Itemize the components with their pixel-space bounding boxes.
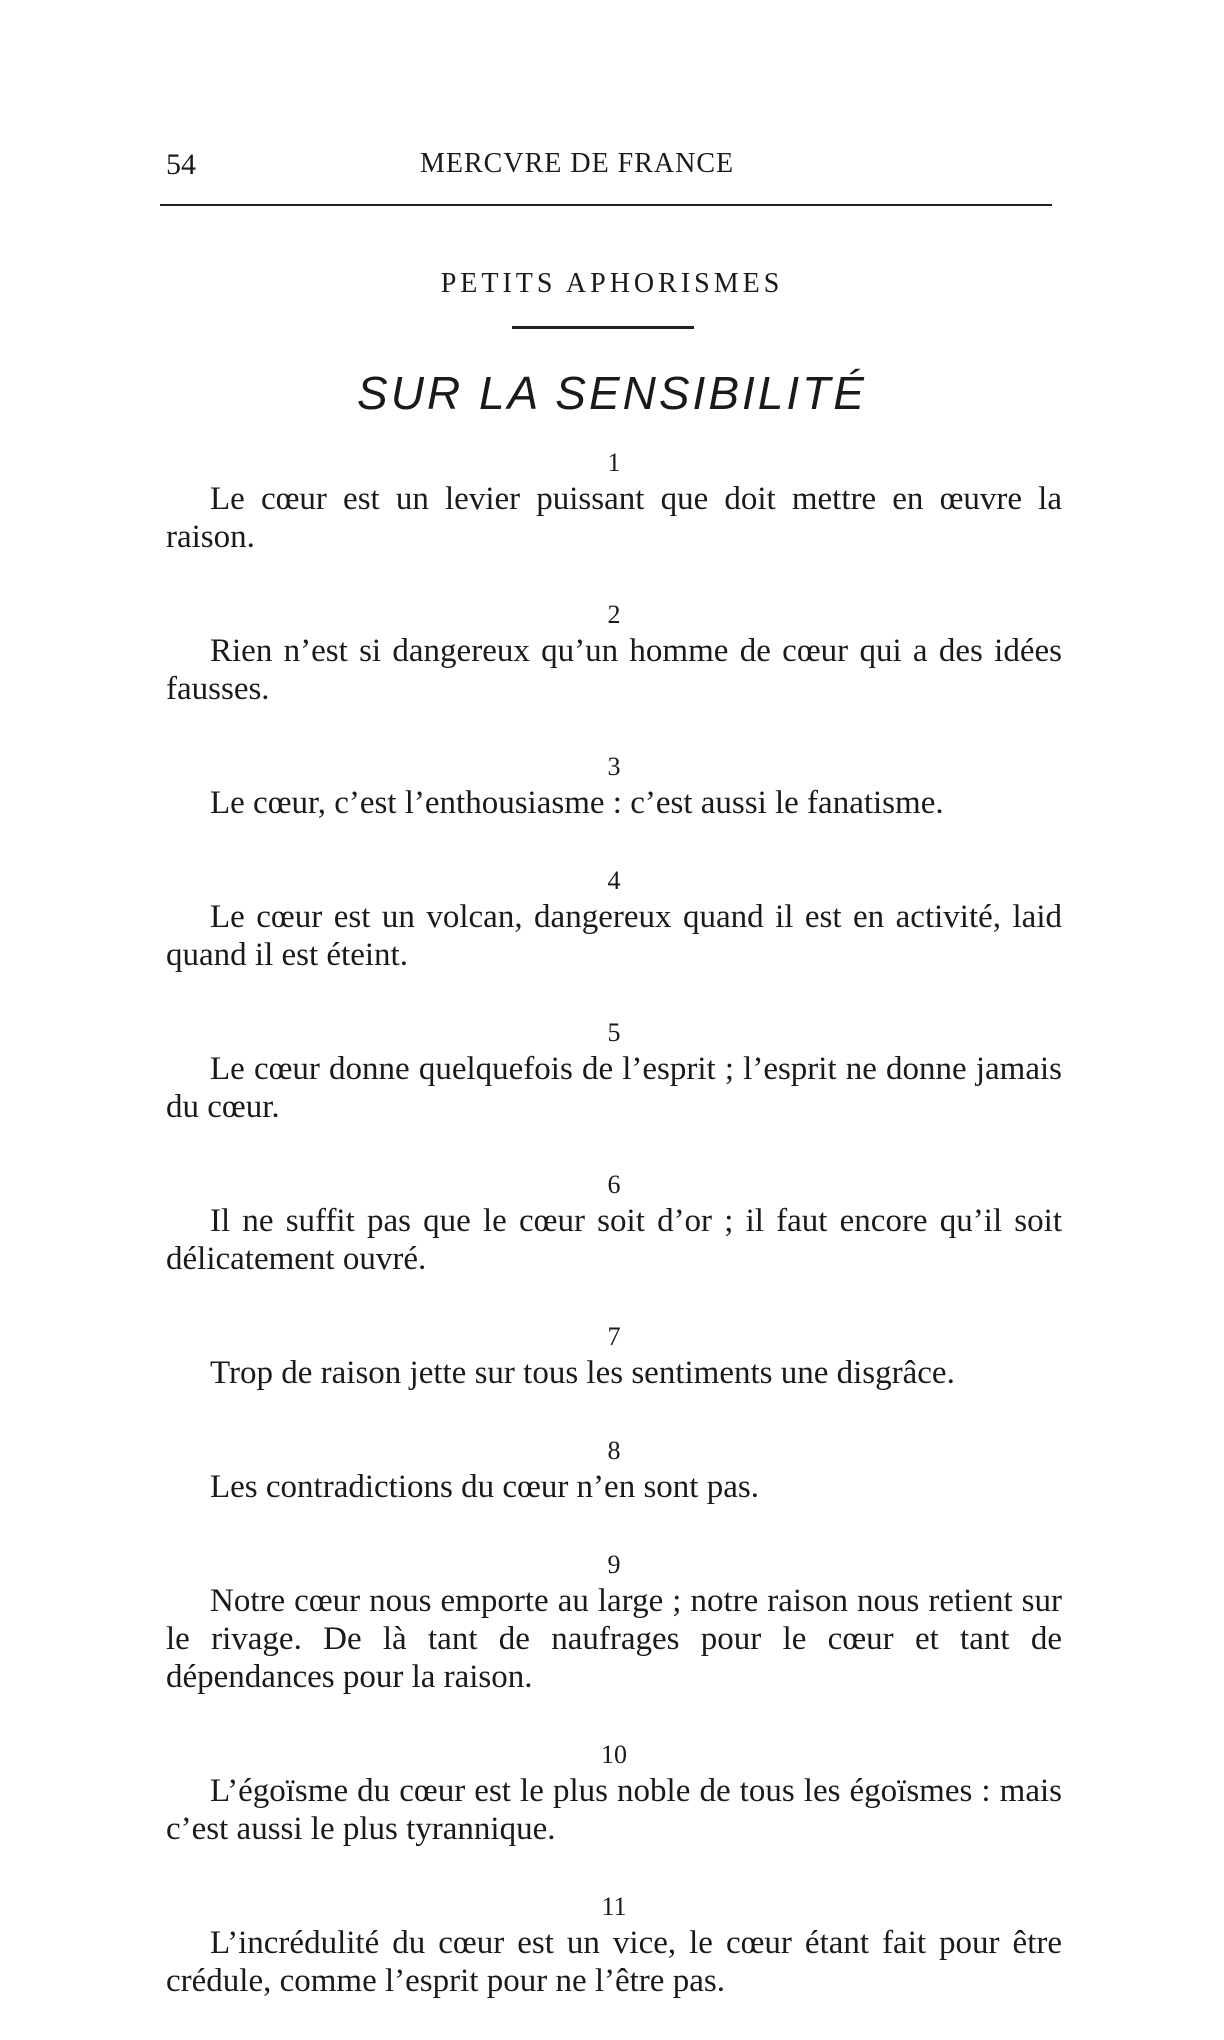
aphorism-text: Le cœur est un levier puissant que doit mettre en œuvre la raison. [166, 481, 1062, 555]
main-title: SUR LA SENSIBILITÉ [357, 367, 867, 419]
aphorism-item [166, 1738, 1062, 1848]
aphorism-number: 6 [607, 1170, 621, 1199]
aphorism-item [166, 1434, 1062, 1506]
aphorism-item [166, 864, 1062, 974]
aphorism-item [166, 446, 1062, 556]
aphorism-text: Les contradictions du cœur n’en sont pas. [210, 1469, 759, 1505]
page-number: 54 [166, 148, 196, 181]
aphorism-text: L’égoïsme du cœur est le plus noble de tous les égoïsmes : mais c’est aussi le plus tyrannique. [166, 1773, 1062, 1847]
header-rule [160, 204, 1052, 206]
aphorism-text: Rien n’est si dangereux qu’un homme de cœur qui a des idées fausses. [166, 633, 1062, 707]
aphorism-text: Le cœur est un volcan, dangereux quand il est en activité, laid quand il est éteint. [166, 899, 1062, 973]
aphorism-list [166, 446, 1062, 2040]
aphorism-number: 2 [607, 600, 621, 629]
running-head: MERCVRE DE FRANCE [420, 148, 735, 179]
aphorism-item [166, 750, 1062, 822]
aphorism-item [166, 1016, 1062, 1126]
aphorism-item [166, 1168, 1062, 1278]
aphorism-number: 4 [607, 866, 621, 895]
aphorism-text: L’incrédulité du cœur est un vice, le cœur étant fait pour être crédule, comme l’esprit pour ne l’être pas. [166, 1925, 1062, 1999]
aphorism-item [166, 598, 1062, 708]
aphorism-number: 8 [607, 1436, 621, 1465]
aphorism-number: 5 [607, 1018, 621, 1047]
aphorism-number: 3 [607, 752, 621, 781]
aphorism-number: 11 [601, 1892, 627, 1921]
aphorism-item [166, 1320, 1062, 1392]
aphorism-number: 1 [607, 448, 621, 477]
aphorism-text: Le cœur, c’est l’enthousiasme : c’est aussi le fanatisme. [210, 785, 944, 821]
aphorism-number: 9 [607, 1550, 621, 1579]
aphorism-text: Le cœur donne quelquefois de l’esprit ; l’esprit ne donne jamais du cœur. [166, 1051, 1062, 1125]
aphorism-text: Trop de raison jette sur tous les sentiments une disgrâce. [210, 1355, 955, 1391]
aphorism-number: 10 [601, 1740, 627, 1769]
aphorism-text: Notre cœur nous emporte au large ; notre raison nous retient sur le rivage. De là tant de naufrages pour le cœur et tant de dépendances pour la raison. [166, 1583, 1062, 1695]
page-header [166, 148, 1056, 188]
title-rule [512, 326, 694, 329]
aphorism-text: Il ne suffit pas que le cœur soit d’or ; il faut encore qu’il soit délicatement ouvré. [166, 1203, 1062, 1277]
aphorism-item [166, 1548, 1062, 1696]
aphorism-item [166, 1890, 1062, 2000]
section-title: PETITS APHORISMES [440, 268, 784, 299]
aphorism-number: 7 [607, 1322, 621, 1351]
